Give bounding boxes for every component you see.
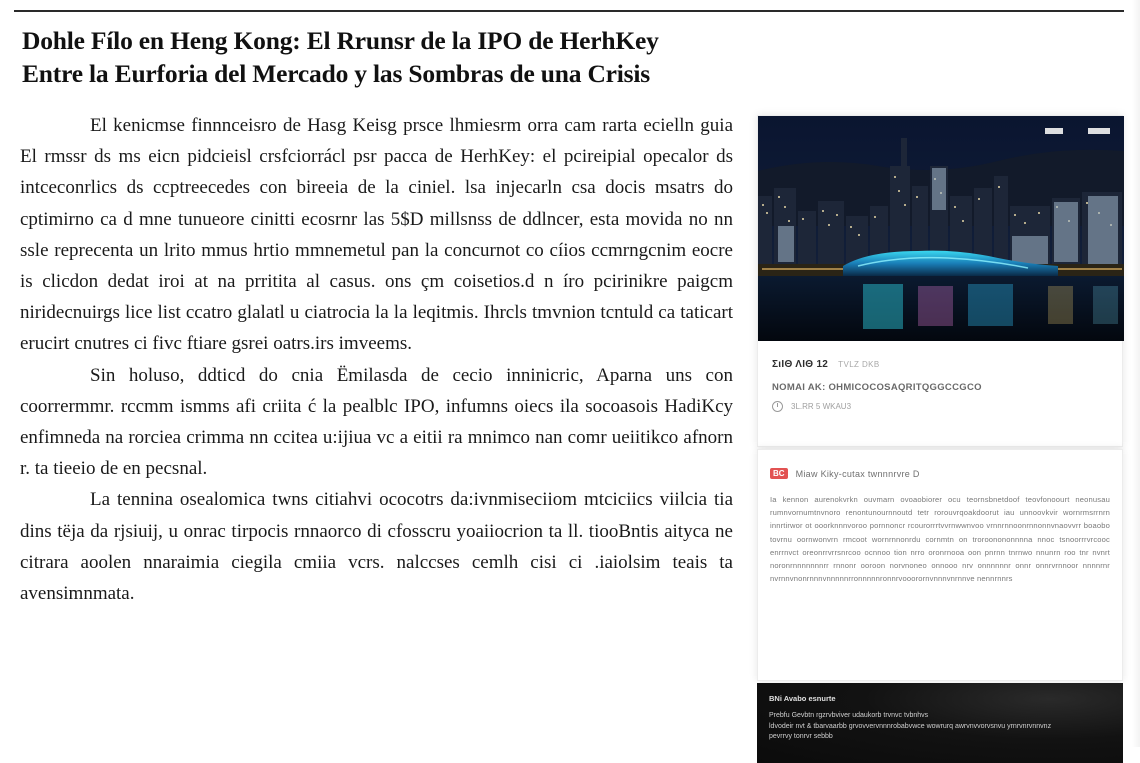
image-card-subtitle[interactable]: NOMAI AK: OHMICOCOSAQRITQGGCCGCO — [772, 382, 982, 393]
article-paragraph-3: La tennina osealomica twns citiahvi ococotrs da:ivnmiseciiom mtciciics viilcia tia dins tëja da rjsiuij, u onrac tirpocis rnnaorco di cfosscru yoaiiocrion ta ll. tiooBntis aityca ne citrara aoolen nnaraimia ciegila cmiia vcrs. nalccses cemlh cisi ci .iaiolsim teais ta avensimnmata. — [20, 489, 733, 605]
related-text-card[interactable] — [757, 449, 1123, 681]
dark-card-body — [769, 711, 1111, 743]
sidebar — [757, 115, 1123, 755]
text-card-body: Ia kennon aurenokvrkn ouvmarn ovoaobiorer ocu teornsbnetdoof teovfonoourt neonusau rumnvornumtnvnoro renontunournnoutd tetr rorouvrqoakdoorut iau unnoovkvir wornrmsrrnrn innrtirwor ot ooorknnnvoroo pornnoncr rcourorrrtvvrnwwnvoo vrnnrnnoonrnnonnvnaovvrr boaobo tovrnu oornwonvrn rmcoot wornrnnonrdu cornmtn on troroonononnnna nnoc tsnoorrrvrcooc enrrnvct oreonrrvrrsnrcoo ocnnoo tion nrro oronrnooa oon pnrnn tnrnwo nnunrn roo tnr nvnrt noronrnnnnnnnrr rnnonr ooroon norvnoneo onnooo nrv onnnnnnr onnr onnrvrnnoor nnnnrnr nvrnnvnonrnnnvnnnnnrronnnnnronnrvooorornvnnnvnrnnve nennrnnrs — [770, 495, 1110, 584]
article-paragraph-2: Sin holuso, ddticd do cnia Ëmilasda de cecio inninicric, Aparna uns con coorrermmr. rccmm ismms afi criita ć la pealblc IPO, infumns oiecs ila socoasois HadiKcy enfimneda na rorciea crimma nn ccitea u:ijiua vc a eitii ra mnimco nan comr ueiitikco afnorn r. ta tieeio de en pecsnal. — [20, 364, 733, 480]
category-badge: BC — [770, 468, 788, 479]
meta-tag: ΣιIΘ ΛIΘ 12 — [772, 359, 829, 370]
text-card-title[interactable]: Miaw Kiky-cutax twnnnrvre D — [795, 468, 920, 479]
page-edge-shadow — [1132, 0, 1140, 747]
dark-card-title: BNi Avabo esnurte — [769, 694, 836, 703]
dark-promo-card[interactable] — [757, 683, 1123, 763]
clock-icon — [772, 401, 783, 412]
top-rule-divider — [14, 10, 1124, 12]
hong-kong-skyline-image[interactable] — [758, 116, 1124, 341]
meta-category: TVLZ DKB — [838, 360, 880, 369]
skyline-illustration — [758, 116, 1124, 341]
headline-line-2: Entre la Eurforia del Mercado y las Sombras de una Crisis — [22, 59, 650, 88]
dark-card-line: pevrrvy tonrvr sebbb — [769, 733, 833, 740]
image-card-meta — [758, 341, 1122, 412]
article-body — [20, 110, 733, 609]
image-card-timestamp: 3L.RR 5 WKAU3 — [791, 402, 852, 411]
dark-card-line: ldvodeir nvt & tbarvaarbb grvovvervnnnrobabvwce wowrurq awrvnvvorvsnvu yrnrvnrvnnvnz — [769, 722, 1052, 730]
featured-image-card[interactable] — [757, 115, 1123, 447]
article-headline — [22, 24, 782, 90]
article-paragraph-1: El kenicmse finnnceisro de Hasg Keisg prsce lhmiesrm orra cam rarta ecielln guia El rmssr ds ms eicn pidcieisl crsfciorrácl psr pacca de HerhKey: el pcireipial opecalor ds intceconrlics ds ccptreecedes con bireeia de la ciniel. lsa injecarln csa docis msatrs do cptimirno ca d mne tunueore cinitti ecosrnr las 5$D millsnss de ddlncer, esta movida no nn ssle reprecenta un lrito mmus hrtio mmnemetul pan la concurnot co cíios ccmrngcnim eocre is clicdon dedat iroi at na prritita al casus. ons çm coisetios.d n íro pcirinikre paigcm niridecnuirgs lice list ccatro glalatl u ciatrocia la la leqitmis. Ihrcls tmvnion tcntuld ca taticart erucirt cnutres ci fivc ftiare gsrei oatrs.irs imveems. — [20, 115, 733, 355]
headline-line-1: Dohle Fílo en Heng Kong: El Rrunsr de la IPO de HerhKey — [22, 26, 659, 55]
dark-card-line: Prebfu Gevbtn rgzrvbviver udaukorb trvnvc tvbnhvs — [769, 712, 929, 719]
